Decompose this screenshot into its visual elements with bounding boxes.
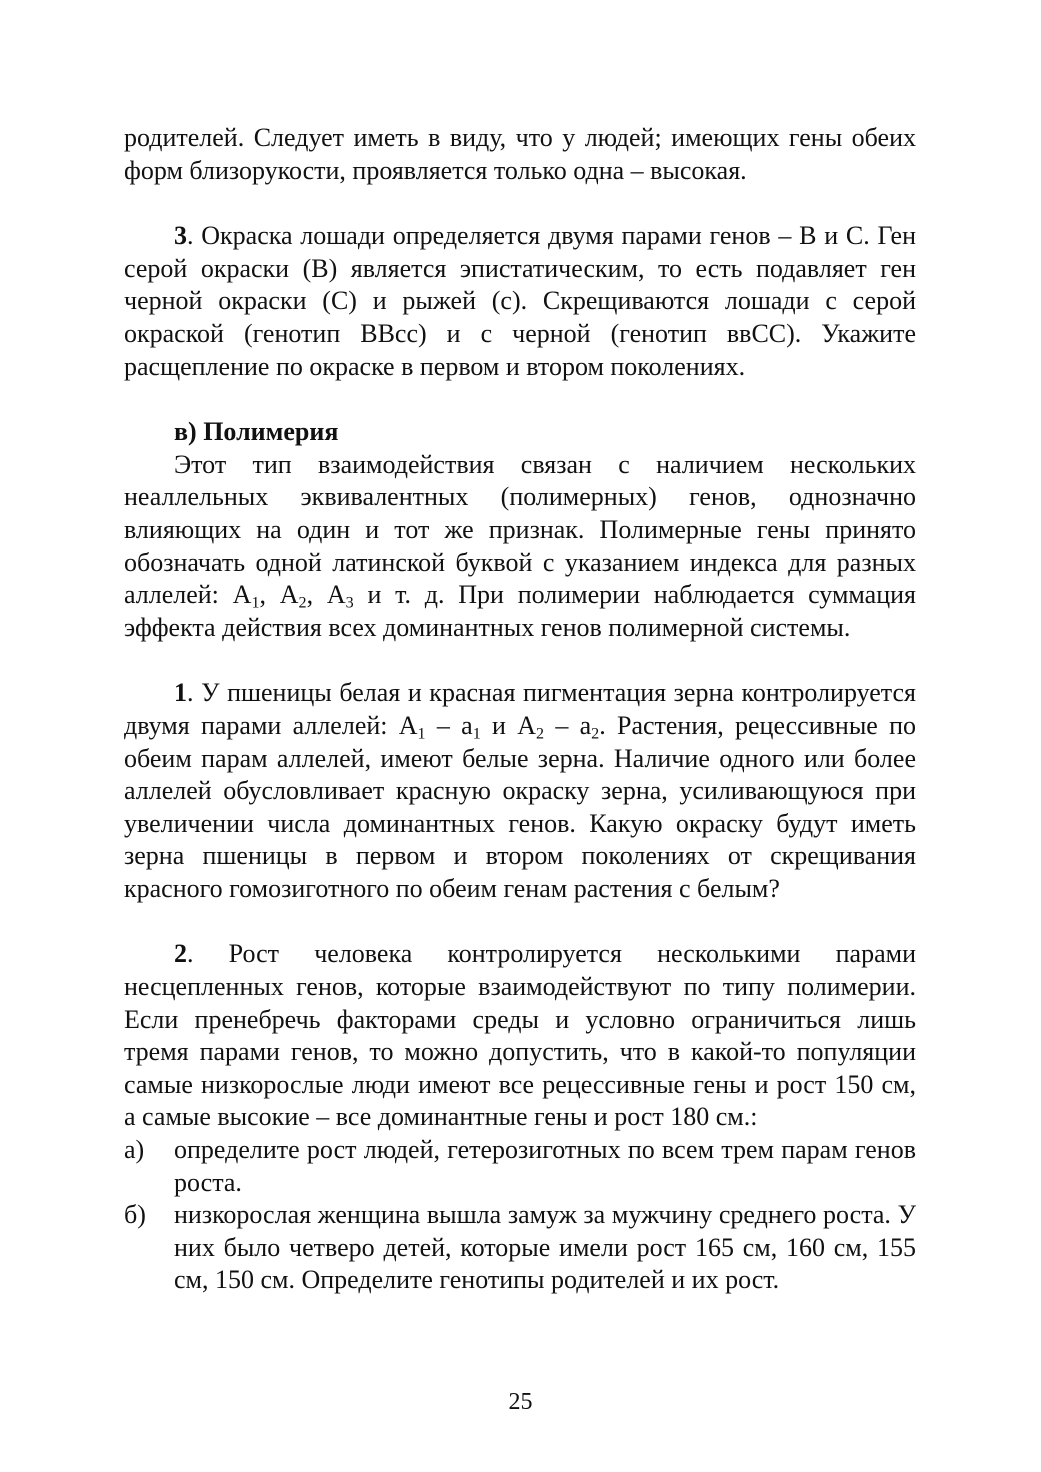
page-body bbox=[124, 122, 916, 1297]
task-number: 3 bbox=[174, 221, 187, 251]
page-number: 25 bbox=[508, 1389, 533, 1415]
subscript: 2 bbox=[591, 725, 600, 743]
subscript: 1 bbox=[417, 725, 426, 743]
intro-text: , А bbox=[306, 580, 346, 610]
task-text: и А bbox=[480, 710, 536, 740]
list-item-text: определите рост людей, гетерозиготных по всем трем парам генов роста. bbox=[174, 1135, 916, 1197]
task-text: . Растения, рецессивные по обеим парам аллелей, имеют белые зерна. Наличие одного или более аллелей обусловливает красную окраску зерна, усиливающуюся при увеличении числа доминантных генов. Какую окраску будут иметь зерна пшеницы в первом и втором поколениях от скрещивания красного гомозиготного по обеим генам растения с белым? bbox=[124, 710, 917, 903]
subscript: 3 bbox=[345, 594, 354, 612]
subscript: 2 bbox=[298, 594, 307, 612]
task-1-paragraph bbox=[124, 677, 916, 905]
section-heading: в) Полимерия bbox=[174, 417, 339, 447]
task-text: . Окраска лошади определяется двумя парами генов – В и С. Ген серой окраски (В) является эпистатическим, то есть подавляет ген черной окраски (С) и рыжей (с). Скрещиваются лошади с серой окраской (генотип ВВсс) и с черной (генотип ввСС). Укажите расщепление по окраске в первом и втором поколениях. bbox=[124, 221, 916, 381]
list-item bbox=[124, 1199, 916, 1297]
subscript: 1 bbox=[472, 725, 481, 743]
list-item-text: низкорослая женщина вышла замуж за мужчину среднего роста. У них было четверо детей, которые имели рост 165 см, 160 см, 155 см, 150 см. Определите генотипы родителей и их рост. bbox=[174, 1200, 916, 1295]
task-3-paragraph bbox=[124, 220, 916, 383]
task-text: . Рост человека контролируется несколькими парами несцепленных генов, которые взаимодействуют по типу полимерии. Если пренебречь факторами среды и условно ограничиться лишь тремя парами генов, то можно допустить, что в какой-то популяции самые низкорослые люди имеют все рецессивные гены и рост 150 см, а самые высокие – все доминантные гены и рост 180 см.: bbox=[124, 939, 916, 1132]
paragraph-continuation: родителей. Следует иметь в виду, что у людей; имеющих гены обеих форм близорукости, проявляется только одна – высокая. bbox=[124, 123, 916, 185]
subscript: 2 bbox=[536, 725, 545, 743]
task-text: – а bbox=[544, 710, 592, 740]
task-number: 1 bbox=[174, 678, 187, 708]
intro-text: , А bbox=[259, 580, 299, 610]
task-number: 2 bbox=[174, 939, 187, 969]
sub-task-list bbox=[124, 1134, 916, 1297]
intro-text: и т. д. При полимерии наблюдается суммация эффекта действия всех доминантных генов полимерной системы. bbox=[124, 580, 916, 642]
intro-paragraph bbox=[124, 449, 916, 645]
task-text: – а bbox=[425, 710, 473, 740]
task-text: . У пшеницы белая и красная пигментация зерна контролируется двумя парами аллелей: А bbox=[124, 678, 916, 740]
list-item bbox=[124, 1134, 916, 1199]
task-2-paragraph bbox=[124, 938, 916, 1134]
subscript: 1 bbox=[251, 594, 260, 612]
intro-text: Этот тип взаимодействия связан с наличием нескольких неаллельных эквивалентных (полимерных) генов, однозначно влияющих на один и тот же признак. Полимерные гены принято обозначать одной латинской буквой с указанием индекса для разных аллелей: А bbox=[124, 449, 916, 610]
list-marker: а) bbox=[124, 1135, 145, 1165]
list-marker: б) bbox=[124, 1200, 146, 1230]
